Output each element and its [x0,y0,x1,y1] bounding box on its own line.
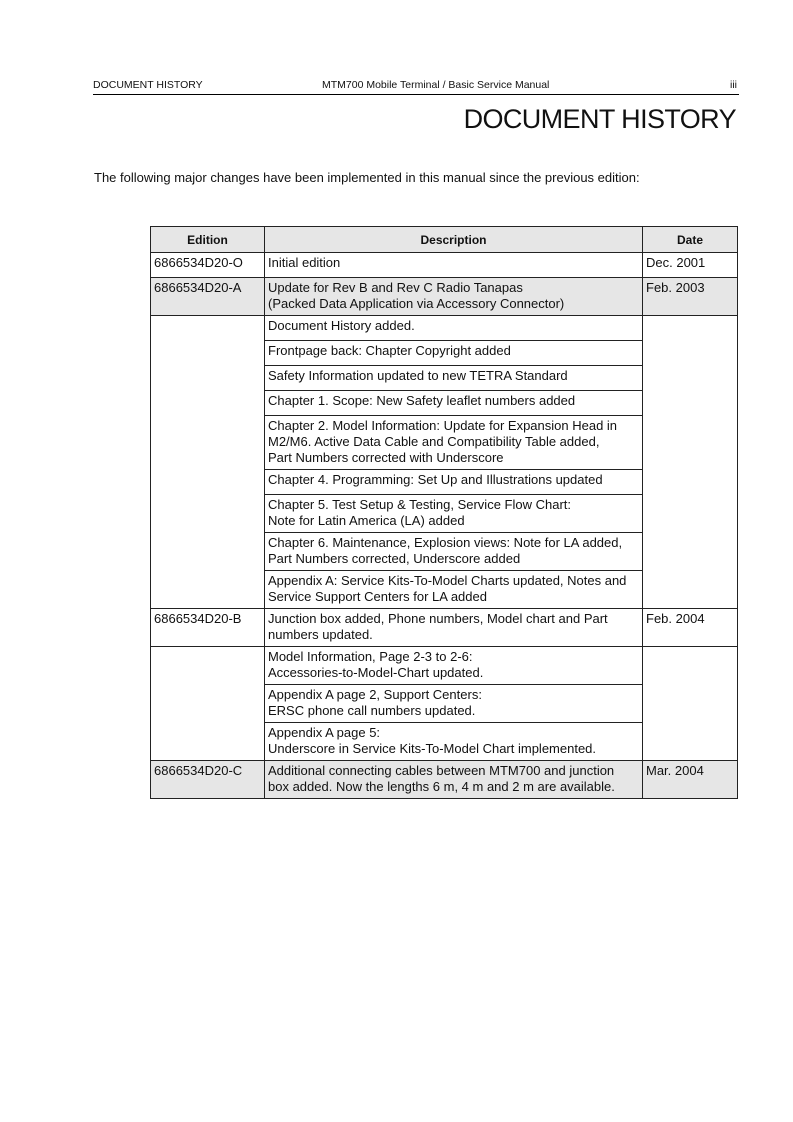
description-line: Model Information, Page 2-3 to 2-6: [268,649,473,664]
description-line: Note for Latin America (LA) added [268,513,465,528]
description-line: Document History added. [268,318,415,333]
description-cell [265,723,643,761]
description-cell [265,278,643,316]
description-cell [265,253,643,278]
edition-cell [151,647,265,761]
description-line: Chapter 2. Model Information: Update for Expansion Head in [268,418,618,433]
column-header-edition: Edition [151,227,265,253]
column-header-date: Date [643,227,738,253]
edition-cell [151,316,265,609]
description-line: Junction box added, Phone numbers, Model chart and Part [268,611,608,626]
date-cell [643,647,738,761]
description-line: ERSC phone call numbers updated. [268,703,476,718]
header-manual-title: MTM700 Mobile Terminal / Basic Service Manual [322,79,550,91]
header-section-title: DOCUMENT HISTORY [93,79,203,91]
edition-cell: 6866534D20-C [151,761,265,799]
edition-cell: 6866534D20-A [151,278,265,316]
description-line: Chapter 5. Test Setup & Testing, Service Flow Chart: [268,497,571,512]
header-page-number: iii [730,79,737,91]
date-cell: Mar. 2004 [643,761,738,799]
description-cell [265,495,643,533]
description-line: Part Numbers corrected with Underscore [268,450,504,465]
edition-cell: 6866534D20-B [151,609,265,647]
date-cell [643,316,738,609]
document-history-table [150,226,738,799]
description-cell [265,470,643,495]
description-line: (Packed Data Application via Accessory Connector) [268,296,565,311]
description-cell [265,391,643,416]
table-row [151,316,738,341]
description-cell [265,647,643,685]
description-line: Chapter 1. Scope: New Safety leaflet numbers added [268,393,576,408]
date-cell: Feb. 2004 [643,609,738,647]
date-cell: Feb. 2003 [643,278,738,316]
description-cell [265,416,643,470]
description-line: box added. Now the lengths 6 m, 4 m and 2 m are available. [268,779,615,794]
description-line: Underscore in Service Kits-To-Model Chart implemented. [268,741,597,756]
description-cell [265,685,643,723]
description-line: Update for Rev B and Rev C Radio Tanapas [268,280,523,295]
table-row [151,609,738,647]
intro-paragraph: The following major changes have been implemented in this manual since the previous edition: [94,170,640,185]
description-line: Accessories-to-Model-Chart updated. [268,665,484,680]
description-cell [265,761,643,799]
description-line: Appendix A page 2, Support Centers: [268,687,482,702]
table-row [151,647,738,685]
table-row [151,761,738,799]
page-title: DOCUMENT HISTORY [463,104,736,134]
description-cell [265,533,643,571]
description-line: numbers updated. [268,627,373,642]
column-header-description: Description [265,227,643,253]
description-line: Chapter 6. Maintenance, Explosion views: Note for LA added, [268,535,623,550]
description-line: Service Support Centers for LA added [268,589,487,604]
description-line: Part Numbers corrected, Underscore added [268,551,521,566]
description-cell [265,366,643,391]
date-cell: Dec. 2001 [643,253,738,278]
description-line: M2/M6. Active Data Cable and Compatibility Table added, [268,434,600,449]
table-row [151,278,738,316]
description-cell [265,609,643,647]
description-line: Frontpage back: Chapter Copyright added [268,343,511,358]
description-line: Initial edition [268,255,341,270]
description-line: Chapter 4. Programming: Set Up and Illustrations updated [268,472,603,487]
description-cell [265,341,643,366]
table-row [151,253,738,278]
description-cell [265,571,643,609]
table-body [151,253,738,799]
description-cell [265,316,643,341]
edition-cell: 6866534D20-O [151,253,265,278]
table-header-row [151,227,738,253]
running-header [93,79,739,95]
description-line: Safety Information updated to new TETRA Standard [268,368,568,383]
description-line: Additional connecting cables between MTM700 and junction [268,763,615,778]
description-line: Appendix A page 5: [268,725,381,740]
description-line: Appendix A: Service Kits-To-Model Charts updated, Notes and [268,573,627,588]
